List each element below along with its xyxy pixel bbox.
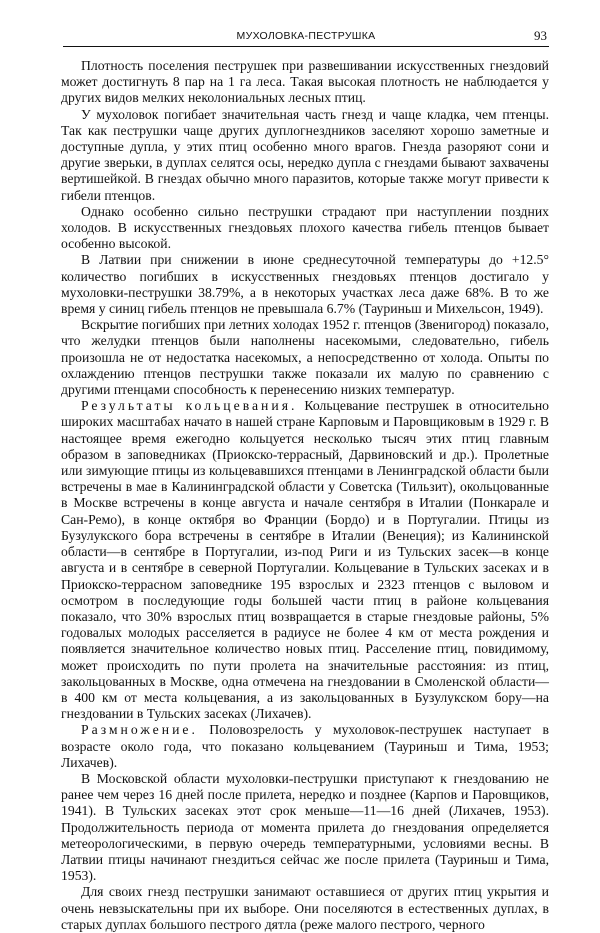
page-number: 93: [534, 28, 547, 43]
paragraph-latvia-mortality: В Латвии при снижении в июне среднесуточной температуры до +12.5° количество погибших в искусственных гнездовьях птенцов достигало у мухоловки-пеструшки 38.79%, а в некоторых участках леса даже 68%. В то же время у синиц гибель птенцов не превышала 6.7% (Тауриньш и Михельсон, 1949).: [61, 252, 549, 317]
section-lead-ringing: Результаты кольцевания.: [81, 398, 298, 414]
paragraph-nest-density: Плотность поселения пеструшек при развешивании искусственных гнездовий может достигнуть 8 пар на 1 га леса. Такая высокая плотность не наблюдается у других видов мелких неколониальных лесных птиц.: [61, 58, 549, 106]
paragraph-cold-weather: Однако особенно сильно пеструшки страдают при наступлении поздних холодов. В искусственных гнездовьях плохого качества гибель птенцов бывает особенно высокой.: [61, 203, 549, 252]
paragraph-nesting-timing: В Московской области мухоловки-пеструшки приступают к гнездованию не ранее чем через 16 дней после прилета, нередко и позднее (Карпов и Паровщиков, 1941). В Тульских засеках этот срок меньше—11—16 дней (Лихачев, 1953). Продолжительность периода от момента прилета до гнездования определяется метеорологическими, в первую очередь температурными, условиями весны. В Латвии птицы начинают гнездиться сейчас же после прилета (Тауриньш и Тима, 1953).: [61, 770, 549, 884]
paragraph-ringing-results: Результаты кольцевания. Кольцевание пеструшек в относительно широких масштабах начато в нашей стране Карповым и Паровщиковым в 1929 г. В настоящее время ежегодно кольцуется несколько тысяч этих птиц главным образом в заповедниках (Приокско-террасный, Дарвиновский и др.). Пролетные или зимующие птицы из кольцевавшихся птенцами в Ленинградской области были встречены в мае в Калининградской области у Советска (Тильзит), окольцованные в Москве встречены в конце августа и начале сентября в Италии (Понкарале и Сан-Ремо), в конце октября во Франции (Бордо) и в Португалии. Птицы из Бузулукского бора встречены в сентябре в Италии (Венеция); из Калининской области—в сентябре в Португалии, из-под Риги и из Тульских засек—в конце августа и в сентябре в северной Португалии. Кольцевание в Тульских засеках и в Приокско-террасном заповеднике 195 взрослых и 2323 птенцов с выловом и осмотром в последующие годы большей части птиц в районе кольцевания показало, что 30% взрослых птиц возвращается в старые гнездовые районы, 5% годовалых молодых расселяется в радиусе не более 4 км от места рождения и появляется значительное количество новых птиц. Расселение птиц, повидимому, может происходить по пути пролета на значительные расстояния: из птиц, закольцованных в Москве, одна отмечена на гнездовании в Смоленской области—в 400 км от места кольцевания, а из закольцованных в Бузулукском бору—на гнездовании в Тульских засеках (Лихачев).: [61, 398, 550, 722]
running-title: МУХОЛОВКА-ПЕСТРУШКА: [236, 30, 376, 42]
page-header: [63, 26, 549, 47]
paragraph-nest-sites: Для своих гнезд пеструшки занимают оставшиеся от других птиц укрытия и очень невзыскательны при их выборе. Они поселяются в естественных дуплах, в старых дуплах большого пестрого дятла (реже малого пестрого, черного: [61, 884, 549, 932]
paragraph-nest-losses: У мухоловок погибает значительная часть гнезд и чаще кладка, чем птенцы. Так как пеструшки чаще других дуплогнездников заселяют хорошо заметные и доступные дупла, у этих птиц особенно много врагов. Гнезда разоряют сони и другие зверьки, в дуплах селятся осы, нередко дупла с гнездами бывают захвачены вертишейкой. В гнездах обычно много паразитов, которые также могут привести к гибели птенцов.: [61, 106, 549, 203]
section-lead-breeding: Размножение.: [81, 722, 198, 738]
body-text: [61, 58, 549, 933]
paragraph-autopsy: Вскрытие погибших при летних холодах 1952 г. птенцов (Звенигород) показало, что желудки птенцов были наполнены насекомыми, следовательно, гибель произошла не от недостатка насекомых, а непосредственно от холода. Опыты по охлаждению птенцов пеструшки также показали их малую по сравнению с другими птенцами способность к перенесению низких температур.: [61, 317, 549, 398]
paragraph-breeding: Размножение. Половозрелость у мухоловок-пеструшек наступает в возрасте около года, что показано кольцеванием (Тауриньш и Тима, 1953; Лихачев).: [61, 722, 549, 770]
